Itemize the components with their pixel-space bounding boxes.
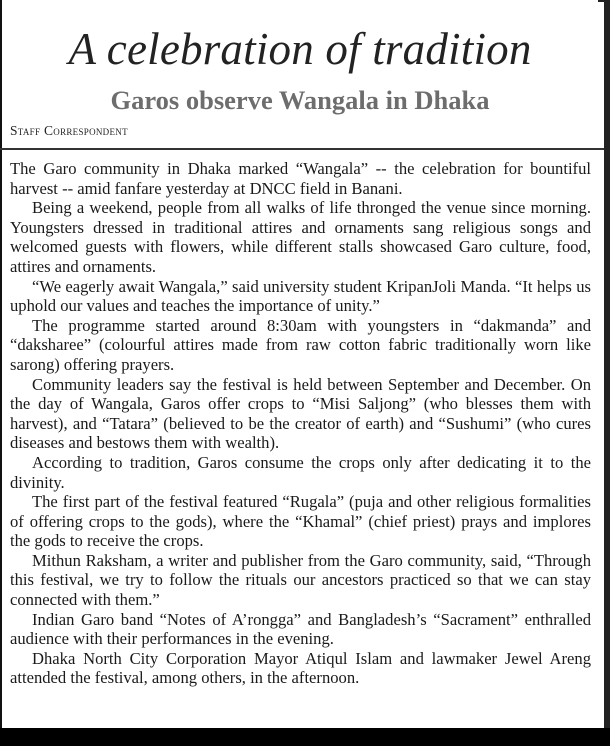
article-paragraph: The Garo community in Dhaka marked “Wangala” -- the celebration for bountiful harvest -- amid fanfare yesterday at DNCC field in Banani.: [10, 159, 591, 198]
article-body: [10, 159, 591, 688]
article-byline: Staff Correspondent: [10, 123, 128, 138]
page-border-right: [604, 0, 610, 728]
article-paragraph: The first part of the festival featured “Rugala” (puja and other religious formalities of offering crops to the gods), where the “Khamal” (chief priest) prays and implores the gods to receive the crops.: [10, 492, 591, 551]
header-divider: [0, 148, 604, 150]
article-paragraph: According to tradition, Garos consume the crops only after dedicating it to the divinity.: [10, 452, 591, 492]
article-paragraph: Community leaders say the festival is held between September and December. On the day of Wangala, Garos offer crops to “Misi Saljong” (who blesses them with harvest), and “Tatara” (believed to be the creator of earth) and “Sushumi” (who cures diseases and bestows them with wealth).: [10, 374, 591, 453]
article-paragraph: Dhaka North City Corporation Mayor Atiqul Islam and lawmaker Jewel Areng attended the festival, among others, in the afternoon.: [10, 648, 591, 688]
article-paragraph: The programme started around 8:30am with youngsters in “dakmanda” and “daksharee” (colourful attires made from raw cotton fabric traditionally worn like sarong) offering prayers.: [10, 315, 591, 374]
bottom-bar: [0, 728, 610, 746]
article-paragraph: “We eagerly await Wangala,” said university student KripanJoli Manda. “It helps us uphold our values and teaches the importance of unity.”: [10, 276, 591, 316]
article-paragraph: Being a weekend, people from all walks of life thronged the venue since morning. Youngsters dressed in traditional attires and ornaments sang religious songs and welcomed guests with flowers, while different stalls showcased Garo culture, food, attires and ornaments.: [10, 198, 591, 276]
article-headline: A celebration of tradition: [68, 24, 532, 74]
page-border-top: [598, 0, 610, 2]
article-paragraph: Mithun Raksham, a writer and publisher from the Garo community, said, “Through this festival, we try to follow the rituals our ancestors practiced so that we can stay connected with them.”: [10, 550, 591, 610]
article-paragraph: Indian Garo band “Notes of A’rongga” and Bangladesh’s “Sacrament” enthralled audience with their performances in the evening.: [10, 609, 591, 649]
article-subhead: Garos observe Wangala in Dhaka: [110, 85, 490, 115]
